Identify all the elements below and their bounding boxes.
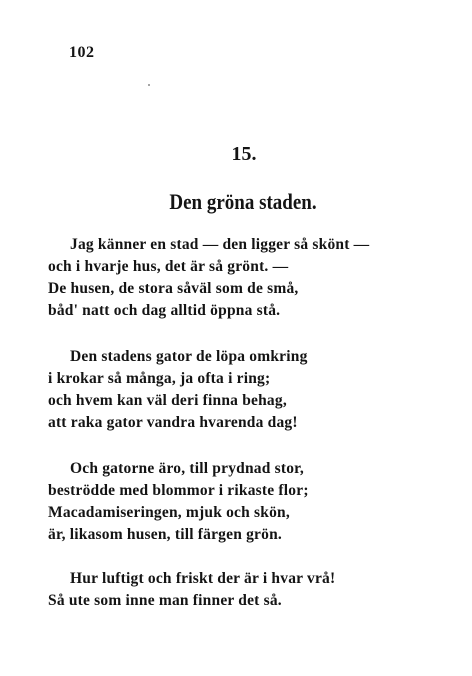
verse-line: båd' natt och dag alltid öppna stå.: [48, 302, 281, 319]
verse-line: är, likasom husen, till färgen grön.: [48, 526, 282, 543]
verse-line: Jag känner en stad — den ligger så skönt —: [70, 236, 370, 253]
verse-line: och hvem kan väl deri finna behag,: [48, 392, 287, 409]
verse-line: Och gatorne äro, till prydnad stor,: [70, 460, 304, 477]
verse-line: Macadamiseringen, mjuk och skön,: [48, 504, 290, 521]
page-number: 102: [69, 44, 95, 61]
verse-line: i krokar så många, ja ofta i ring;: [48, 370, 271, 387]
verse-line: Så ute som inne man finner det så.: [48, 592, 282, 609]
verse-line: De husen, de stora såväl som de små,: [48, 280, 299, 297]
poem-number: 15.: [231, 143, 257, 165]
print-speck: [148, 84, 150, 86]
verse-line: och i hvarje hus, det är så grönt. —: [48, 258, 289, 275]
verse-line: Den stadens gator de löpa omkring: [70, 348, 308, 365]
verse-line: beströdde med blommor i rikaste flor;: [48, 482, 309, 499]
verse-line: Hur luftigt och friskt der är i hvar vrå!: [70, 570, 336, 587]
stanza-3: [48, 458, 448, 546]
stanza-4: [48, 568, 448, 612]
stanza-2: [48, 346, 448, 434]
stanza-1: [48, 234, 448, 322]
verse-line: att raka gator vandra hvarenda dag!: [48, 414, 298, 431]
poem-title: Den gröna staden.: [169, 190, 317, 215]
